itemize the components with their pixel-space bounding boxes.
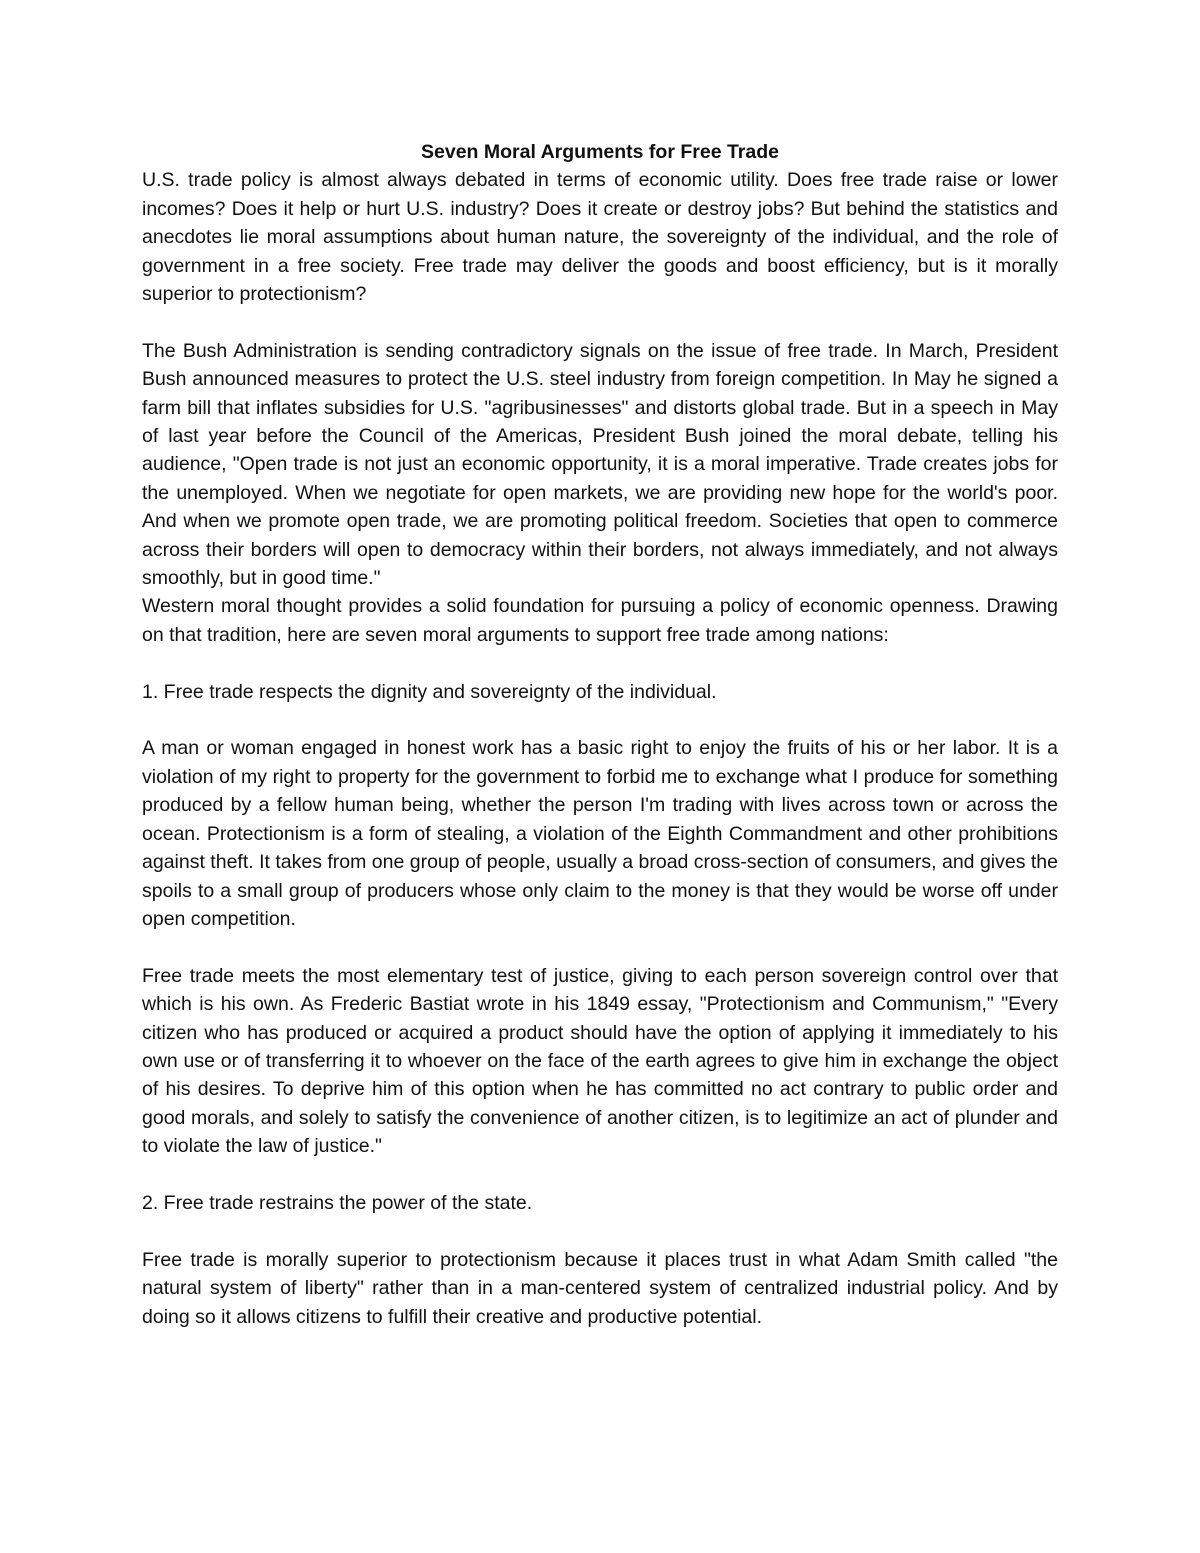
argument-heading-1: 1. Free trade respects the dignity and sovereignty of the individual. — [142, 680, 717, 703]
paragraph-honest-work: A man or woman engaged in honest work has a basic right to enjoy the fruits of his or her labor. It is a violation of my right to property for the government to forbid me to exchange what I produce for something produced by a fellow human being, whether the person I'm trading with lives across town or across the ocean. Protectionism is a form of stealing, a violation of the Eighth Commandment and other prohibitions against theft. It takes from one group of people, usually a broad cross-section of consumers, and gives the spoils to a small group of producers whose only claim to the money is that they would be worse off under open competition. — [142, 737, 1058, 930]
paragraph-spacer — [142, 308, 1058, 336]
paragraph-bastiat-quote: Free trade meets the most elementary test of justice, giving to each person sovereign control over that which is his own. As Frederic Bastiat wrote in his 1849 essay, "Protectionism and Communism," "Every citizen who has produced or acquired a product should have the option of applying it immediately to his own use or of transferring it to whoever on the face of the earth agrees to give him in exchange the object of his desires. To deprive him of this option when he has committed no act contrary to public order and good morals, and solely to satisfy the convenience of another citizen, is to legitimize an act of plunder and to violate the law of justice." — [142, 964, 1058, 1158]
paragraph-spacer — [142, 933, 1058, 961]
paragraph-western-moral-thought: Western moral thought provides a solid foundation for pursuing a policy of economic openness. Drawing on that tradition, here are seven moral arguments to support free trade among nations: — [142, 595, 1058, 646]
paragraph-bush-administration: The Bush Administration is sending contradictory signals on the issue of free trade. In March, President Bush announced measures to protect the U.S. steel industry from foreign competition. In May he signed a farm bill that inflates subsidies for U.S. "agribusinesses" and distorts global trade. But in a speech in May of last year before the Council of the Americas, President Bush joined the moral debate, telling his audience, "Open trade is not just an economic opportunity, it is a moral imperative. Trade creates jobs for the unemployed. When we negotiate for open markets, we are providing new hope for the world's poor. And when we promote open trade, we are promoting political freedom. Societies that open to commerce across their borders will open to democracy within their borders, not always immediately, and not always smoothly, but in good time." — [142, 339, 1058, 590]
document-title: Seven Moral Arguments for Free Trade — [421, 141, 779, 163]
paragraph-spacer — [142, 1161, 1058, 1189]
paragraph-spacer — [142, 649, 1058, 677]
argument-heading-2: 2. Free trade restrains the power of the state. — [142, 1191, 533, 1214]
paragraph-spacer — [142, 706, 1058, 734]
document-page — [142, 138, 1058, 1331]
paragraph-intro: U.S. trade policy is almost always debated in terms of economic utility. Does free trade raise or lower incomes? Does it help or hurt U.S. industry? Does it create or destroy jobs? But behind the statistics and anecdotes lie moral assumptions about human nature, the sovereignty of the individual, and the role of government in a free society. Free trade may deliver the goods and boost efficiency, but is it morally superior to protectionism? — [142, 169, 1058, 306]
paragraph-spacer — [142, 1217, 1058, 1245]
paragraph-adam-smith: Free trade is morally superior to protectionism because it places trust in what Adam Smith called "the natural system of liberty" rather than in a man-centered system of centralized industrial policy. And by doing so it allows citizens to fulfill their creative and productive potential. — [142, 1248, 1058, 1328]
